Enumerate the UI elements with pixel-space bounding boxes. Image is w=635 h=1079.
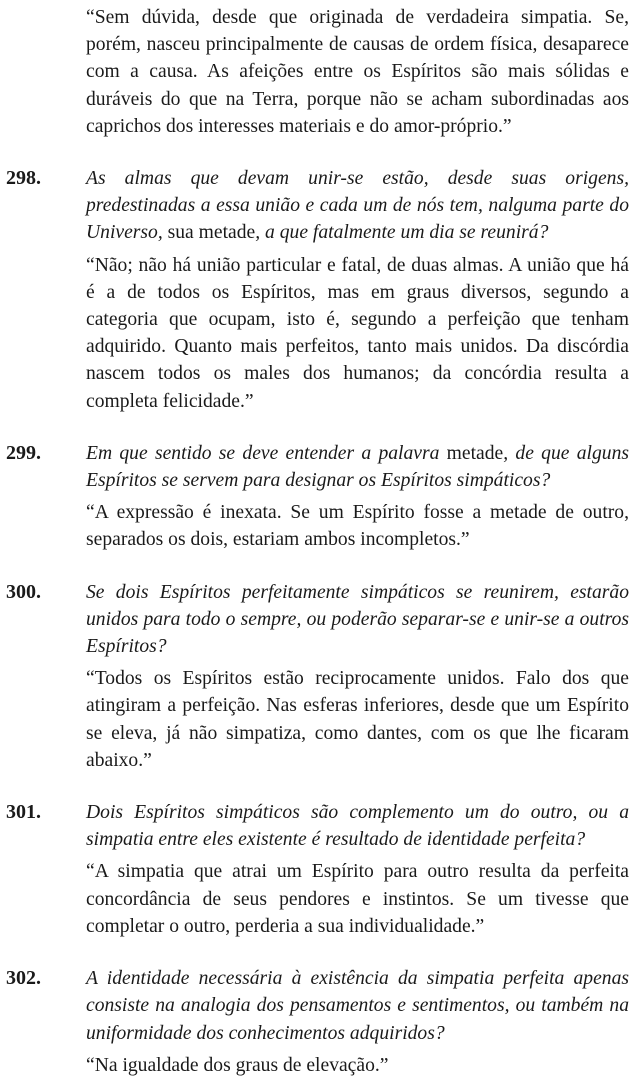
question-text: Se dois Espíritos perfeitamente simpáticos se reunirem, estarão unidos para todo o sempre, ou poderão separar-se e unir-se a outros Espíritos? xyxy=(86,581,629,658)
answer-text: “Todos os Espíritos estão reciprocamente unidos. Falo dos que atingiram a perfeição. Nas esferas inferiores, desde que um Espírito se eleva, já não simpatiza, como dantes, com os que lhe ficaram abaixo.” xyxy=(86,668,629,771)
question-299 xyxy=(0,440,629,554)
question-number: 302. xyxy=(6,967,41,990)
question-number: 301. xyxy=(6,801,41,824)
question-300 xyxy=(0,579,629,774)
question-number: 299. xyxy=(6,441,41,464)
question-text: Em que sentido se deve entender a palavra metade, de que alguns Espíritos se servem para designar os Espíritos simpáticos? xyxy=(86,442,629,492)
question-text: Dois Espíritos simpáticos são complemento um do outro, ou a simpatia entre eles existente é resultado de identidade perfeita? xyxy=(86,802,629,851)
answer-text: “A expressão é inexata. Se um Espírito fosse a metade de outro, separados os dois, estariam ambos incompletos.” xyxy=(86,502,629,551)
intro-answer: “Sem dúvida, desde que originada de verdadeira simpatia. Se, porém, nasceu principalmente de causas de ordem física, desaparece com a causa. As afeições entre os Espíritos são mais sólidas e duráveis do que na Terra, porque não se acham subordinadas aos caprichos dos interesses materiais e do amor-próprio.” xyxy=(86,7,629,137)
question-298 xyxy=(0,165,629,415)
answer-text: “Não; não há união particular e fatal, de duas almas. A união que há é a de todos os Espíritos, mas em graus diversos, segundo a categoria que ocupam, isto é, segundo a perfeição que tenham adquirido. Quanto mais perfeitos, tanto mais unidos. Da discórdia nascem todos os males dos humanos; da concórdia resulta a completa felicidade.” xyxy=(86,254,629,412)
question-text: A identidade necessária à existência da simpatia perfeita apenas consiste na analogia dos pensamentos e sentimentos, ou também na uniformidade dos conhecimentos adquiridos? xyxy=(86,968,629,1044)
question-number: 300. xyxy=(6,580,41,603)
question-number: 298. xyxy=(6,167,41,190)
answer-text: “Na igualdade dos graus de elevação.” xyxy=(86,1054,389,1076)
question-text: As almas que devam unir-se estão, desde suas origens, predestinadas a essa união e cada um de nós tem, nalguma parte do Universo, sua metade, a que fatalmente um dia se reunirá? xyxy=(86,168,629,244)
question-301 xyxy=(0,799,629,940)
answer-text: “A simpatia que atrai um Espírito para outro resulta da perfeita concordância de seus pendores e instintos. Se um tivesse que completar o outro, perderia a sua individualidade.” xyxy=(86,861,629,937)
question-302 xyxy=(0,965,629,1079)
